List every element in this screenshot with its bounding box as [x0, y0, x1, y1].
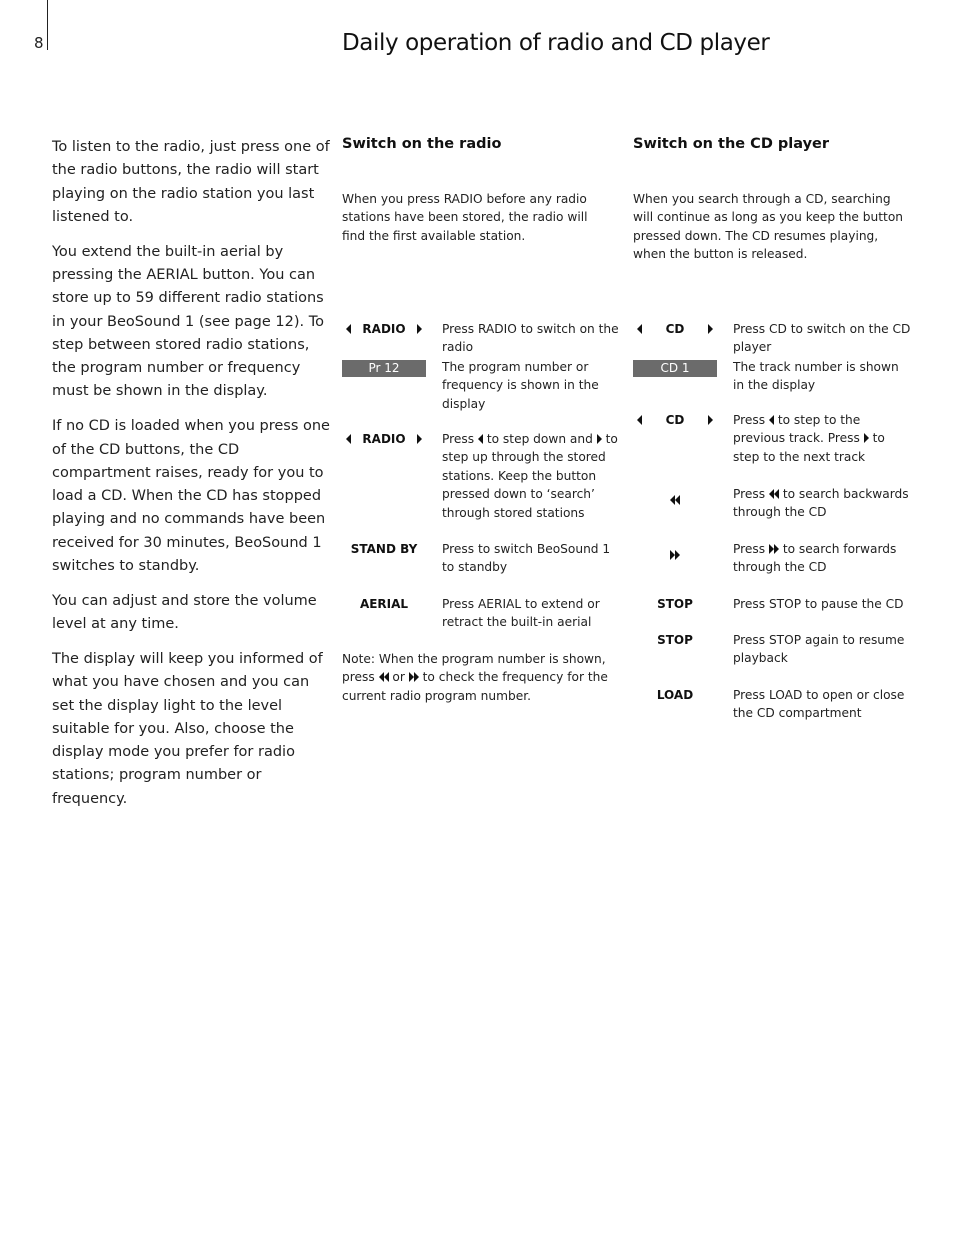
right-arrow-icon: [417, 324, 422, 334]
intro-paragraph: To listen to the radio, just press one of the radio buttons, the radio will start playing on the radio station you last listened to.: [52, 139, 330, 225]
left-arrow-icon: [637, 415, 642, 425]
stop-desc: Press STOP to pause the CD: [733, 597, 904, 611]
cd-key: [633, 411, 717, 429]
cd-switch-desc: Press CD to switch on the CD player: [733, 322, 911, 355]
radio-key-label: RADIO: [362, 432, 406, 446]
track-display: CD 1: [633, 360, 717, 377]
radio-key: [342, 430, 426, 448]
standby-key: STAND BY: [350, 542, 418, 556]
radio-key-label: RADIO: [362, 322, 406, 336]
note-text: or: [388, 670, 409, 685]
radio-step-desc: [442, 430, 620, 522]
desc-text: Press: [733, 487, 769, 501]
radio-key: [342, 320, 426, 338]
intro-paragraph: You extend the built-in aerial by pressing the AERIAL button. You can store up to 59 different radio stations in your BeoSound 1 (see page 12). To step between stored radio stations, the program number or frequency must be shown in the display.: [52, 243, 324, 400]
aerial-desc: Press AERIAL to extend or retract the built-in aerial: [442, 597, 600, 630]
stop-key: STOP: [657, 597, 693, 611]
page-number: 8: [34, 34, 44, 52]
desc-text: Press: [733, 413, 769, 427]
rewind-icon: [379, 672, 389, 682]
intro-paragraph: You can adjust and store the volume level at any time.: [52, 592, 317, 633]
radio-section: [342, 136, 622, 716]
note-text: to check the frequency for the current radio program number.: [342, 670, 608, 703]
rewind-key: [633, 489, 717, 508]
radio-note: [342, 650, 622, 705]
desc-text: to step up through the stored stations. Keep the button pressed down to ‘search’ through stored stations: [442, 432, 618, 520]
fast-forward-icon: [409, 672, 419, 682]
forward-key: [633, 544, 717, 563]
rewind-icon: [769, 489, 779, 499]
desc-text: Press: [442, 432, 478, 446]
desc-text: to step to the next track: [733, 431, 885, 464]
desc-text: to step down and: [482, 432, 597, 446]
intro-paragraph: The display will keep you informed of what you have chosen and you can set the display light to the level suitable for you. Also, choose the display mode you prefer for radio stations; program number or frequency.: [52, 650, 323, 807]
desc-text: Press: [733, 542, 769, 556]
cd-key: [633, 320, 717, 338]
standby-desc: Press to switch BeoSound 1 to standby: [442, 542, 611, 575]
page-title: Daily operation of radio and CD player: [342, 30, 770, 56]
fast-forward-icon: [670, 550, 680, 560]
track-display-desc: The track number is shown in the display: [733, 360, 899, 393]
cd-key-label: CD: [665, 413, 685, 427]
stop-key: STOP: [657, 633, 693, 647]
stop-resume-desc: Press STOP again to resume playback: [733, 633, 905, 666]
left-arrow-icon: [346, 324, 351, 334]
cd-key-label: CD: [665, 322, 685, 336]
intro-column: [52, 136, 334, 823]
radio-switch-desc: Press RADIO to switch on the radio: [442, 322, 619, 355]
fast-forward-icon: [769, 544, 779, 554]
desc-text: to step to the previous track. Press: [733, 413, 864, 446]
left-arrow-icon: [346, 434, 351, 444]
aerial-key: AERIAL: [359, 597, 409, 611]
right-arrow-icon: [708, 324, 713, 334]
cd-step-desc: [733, 411, 911, 466]
radio-lead: When you press RADIO before any radio stations have been stored, the radio will find the first available station.: [342, 192, 588, 243]
load-desc: Press LOAD to open or close the CD compartment: [733, 688, 905, 721]
forward-desc: [733, 540, 911, 577]
right-arrow-icon: [708, 415, 713, 425]
cd-lead: When you search through a CD, searching will continue as long as you keep the button pressed down. The CD resumes playing, when the button is released.: [633, 192, 903, 262]
left-arrow-icon: [637, 324, 642, 334]
rewind-desc: [733, 485, 911, 522]
margin-rule: [47, 0, 48, 50]
radio-heading: Switch on the radio: [342, 136, 502, 152]
rewind-icon: [670, 495, 680, 505]
program-display-desc: The program number or frequency is shown in the display: [442, 360, 599, 411]
desc-text: to search forwards through the CD: [733, 542, 897, 575]
right-arrow-icon: [417, 434, 422, 444]
cd-heading: Switch on the CD player: [633, 136, 830, 152]
load-key: LOAD: [656, 688, 694, 702]
intro-paragraph: If no CD is loaded when you press one of the CD buttons, the CD compartment raises, ready for you to load a CD. When the CD has stopped playing and no commands have been received for 30 minutes, BeoSound 1 switches to standby.: [52, 418, 330, 575]
note-text: Note: When the program number is shown, press: [342, 652, 606, 685]
cd-section: [633, 136, 913, 736]
desc-text: to search backwards through the CD: [733, 487, 909, 520]
program-display: Pr 12: [342, 360, 426, 377]
